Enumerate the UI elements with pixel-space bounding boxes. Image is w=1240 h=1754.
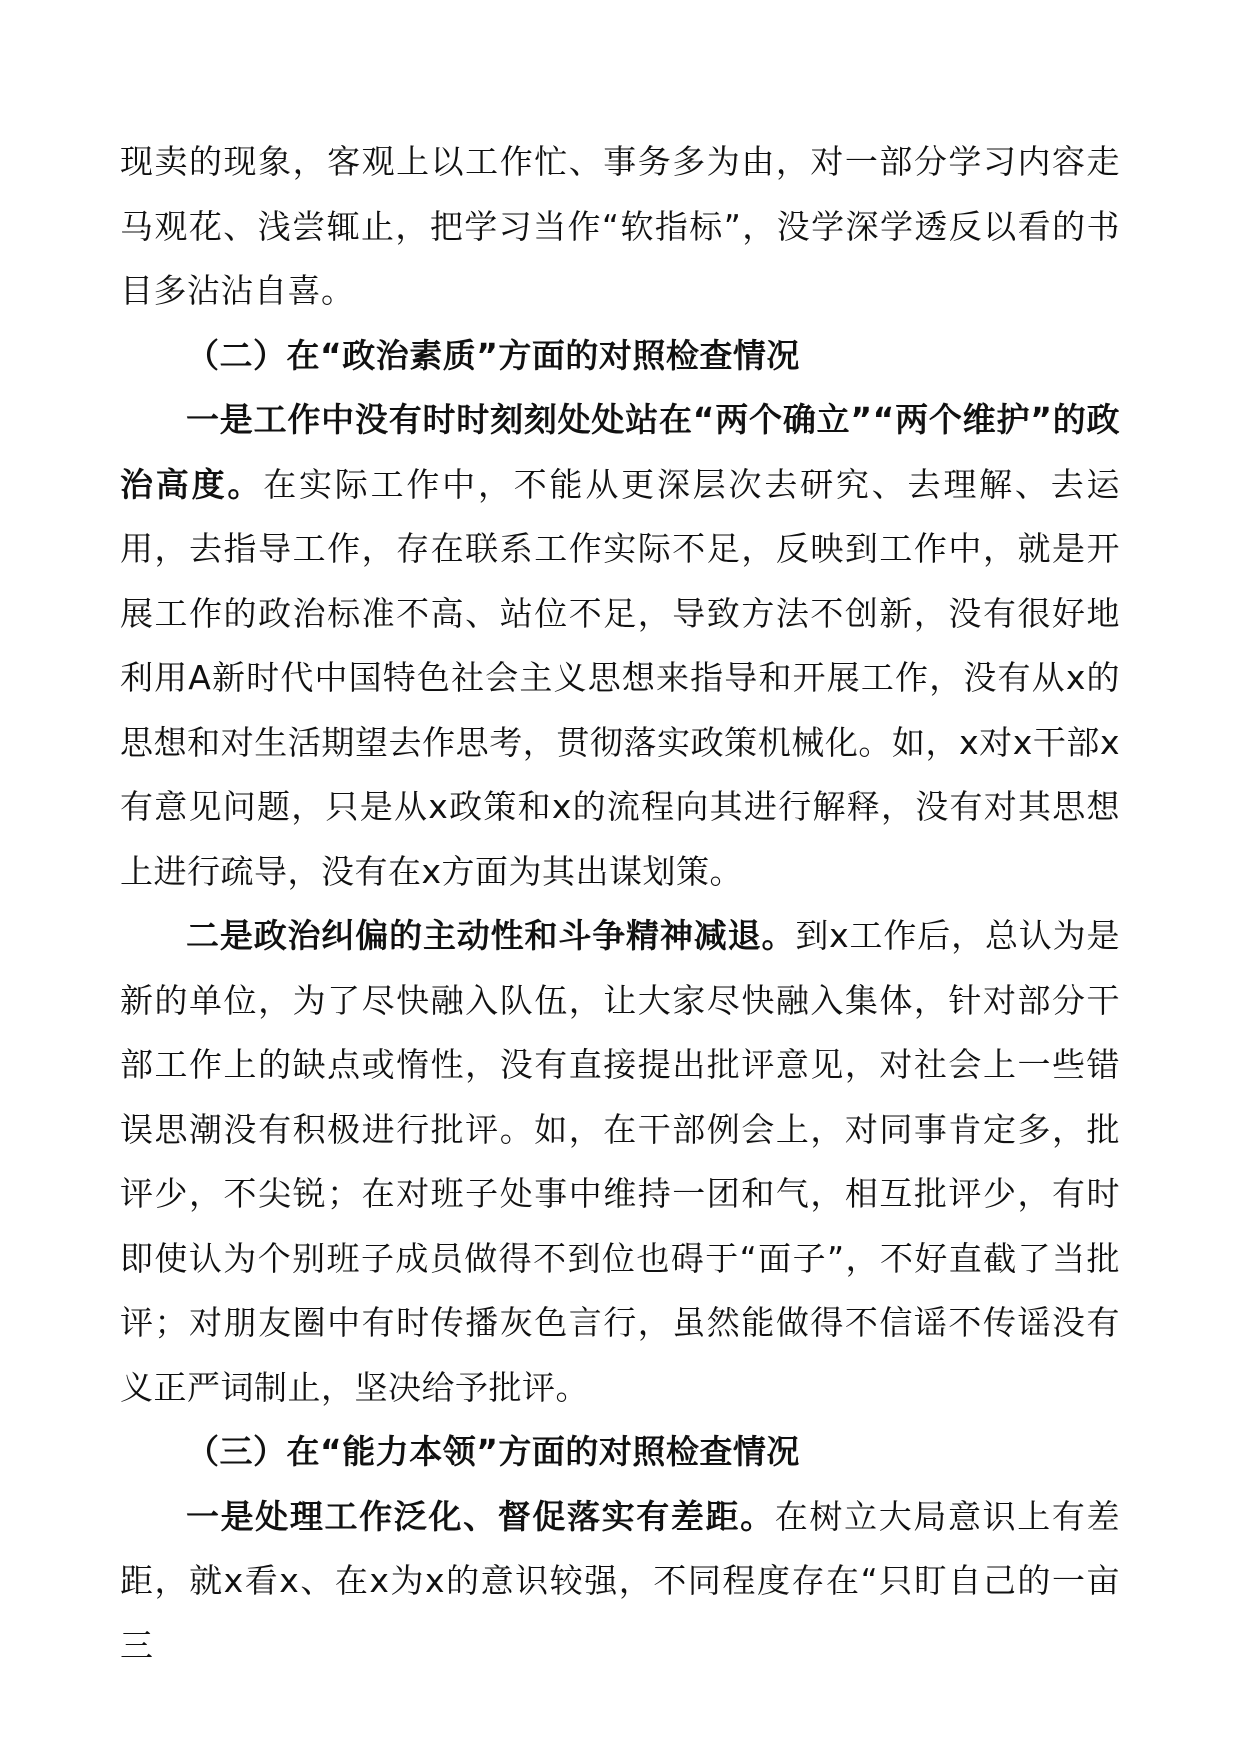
- document-body: [120, 130, 1120, 1678]
- paragraph-continued: 现卖的现象，客观上以工作忙、事务多为由，对一部分学习内容走马观花、浅尝辄止，把学习当作“软指标”，没学深学透反以看的书目多沾沾自喜。: [120, 142, 1120, 310]
- paragraph-lead: 二是政治纠偏的主动性和斗争精神减退。: [186, 916, 796, 955]
- section-heading-political-quality: （二）在“政治素质”方面的对照检查情况: [186, 335, 800, 375]
- paragraph-lead: 一是工作中没有时时刻刻处处站在“两个确立”“两个维护”的政治高度。: [120, 400, 1120, 504]
- paragraph-lead: 一是处理工作泛化、督促落实有差距。: [186, 1496, 775, 1536]
- paragraph-text: 到x工作后，总认为是新的单位，为了尽快融入队伍，让大家尽快融入集体，针对部分干部工作上的缺点或惰性，没有直接提出批评意见，对社会上一些错误思潮没有积极进行批评。如，在干部例会上，对同事肯定多，批评少，不尖锐；在对班子处事中维持一团和气，相互批评少，有时即使认为个别班子成员做得不到位也碍于“面子”，不好直截了当批评；对朋友圈中有时传播灰色言行，虽然能做得不信谣不传谣没有义正严词制止，坚决给予批评。: [120, 916, 1120, 1407]
- paragraph-text: 在树立大局意识上有差距，就x看x、在x为x的意识较强，不同程度存在“只盯自己的一亩三: [120, 1496, 1121, 1665]
- section-heading-ability: （三）在“能力本领”方面的对照检查情况: [186, 1432, 800, 1471]
- paragraph-political-correction: [120, 904, 1120, 1420]
- paragraph-work-handling: [120, 1485, 1120, 1679]
- paragraph-text: 在实际工作中，不能从更深层次去研究、去理解、去运用，去指导工作，存在联系工作实际不足，反映到工作中，就是开展工作的政治标准不高、站位不足，导致方法不创新，没有很好地利用A新时代中国特色社会主义思想来指导和开展工作，没有从x的思想和对生活期望去作思考，贯彻落实政策机械化。如，x对x干部x有意见问题，只是从x政策和x的流程向其进行解释，没有对其思想上进行疏导，没有在x方面为其出谋划策。: [120, 464, 1121, 891]
- paragraph-political-height: [120, 388, 1120, 904]
